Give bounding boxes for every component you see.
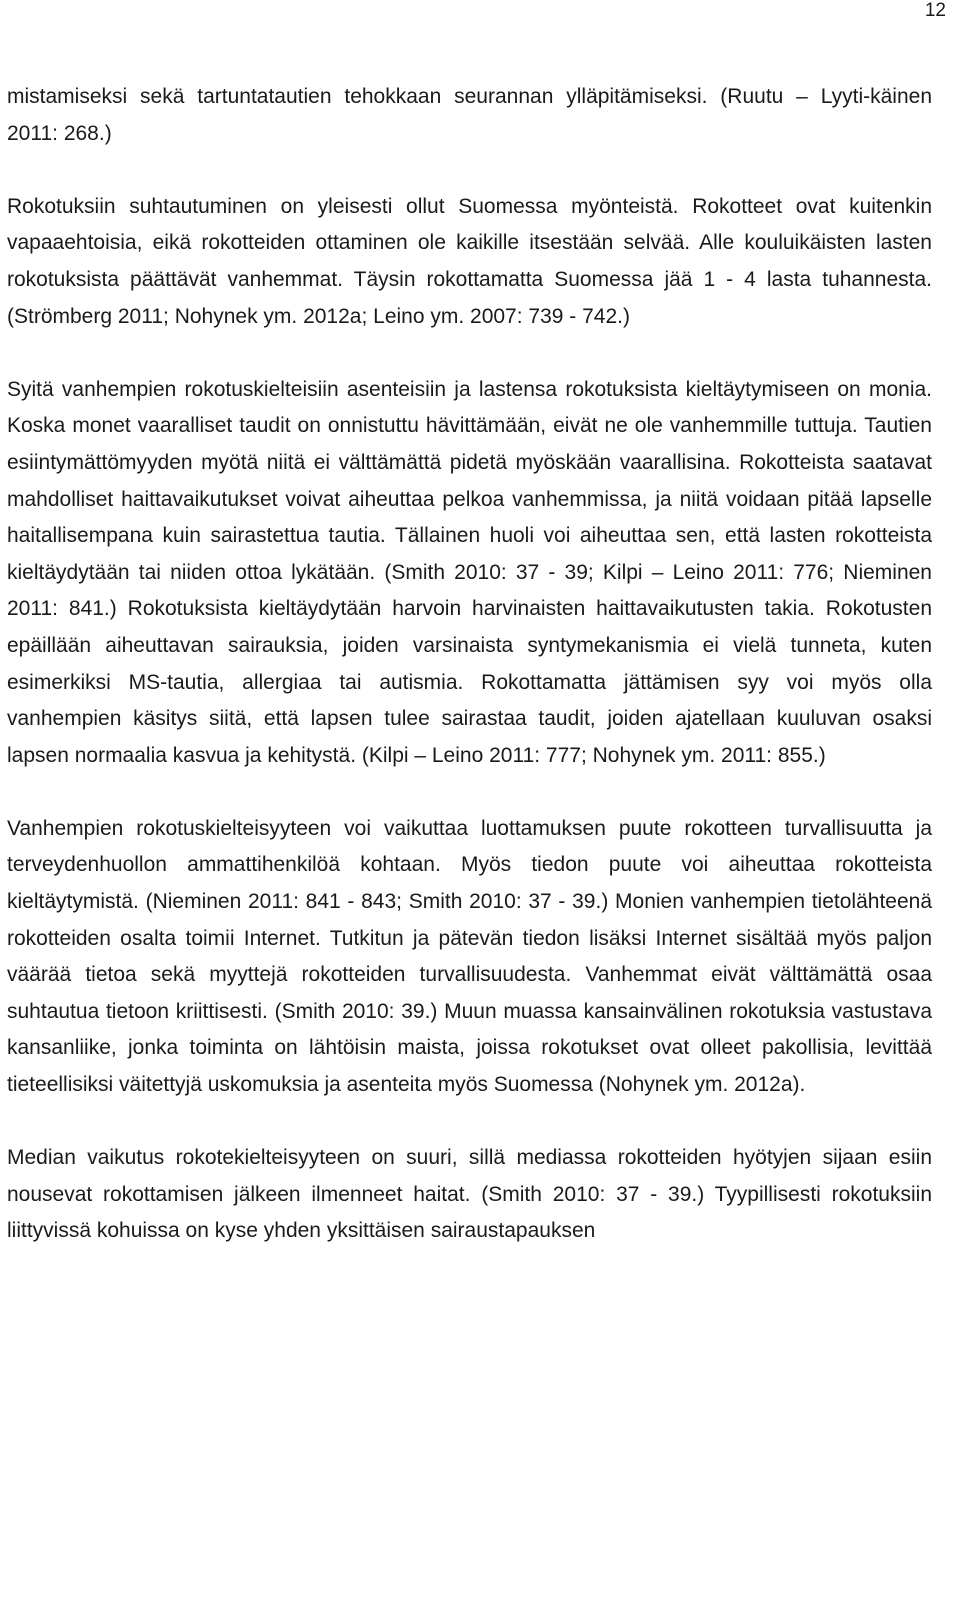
page-number: 12 — [924, 0, 946, 21]
paragraph-spacer — [7, 774, 932, 811]
paragraph-spacer — [7, 1104, 932, 1141]
paragraph-2: Rokotuksiin suhtautuminen on yleisesti ollut Suomessa myönteistä. Rokotteet ovat kuitenkin vapaaehtoisia, eikä rokotteiden ottaminen ole kaikille itsestään selvää. Alle kouluikäisten lasten rokotuksista päättävät vanhemmat. Täysin rokottamatta Suomessa jää 1 - 4 lasta tuhannesta. (Strömberg 2011; Nohynek ym. 2012a; Leino ym. 2007: 739 - 742.) — [7, 194, 932, 328]
paragraph-5: Median vaikutus rokotekielteisyyteen on suuri, sillä mediassa rokotteiden hyötyjen sijaan esiin nousevat rokottamisen jälkeen ilmenneet haitat. (Smith 2010: 37 - 39.) Tyypillisesti rokotuksiin liittyvissä kohuissa on kyse yhden yksittäisen sairaustapauksen — [7, 1146, 932, 1243]
body-text — [7, 79, 932, 1250]
paragraph-spacer — [7, 152, 932, 189]
paragraph-spacer — [7, 335, 932, 372]
paragraph-1: mistamiseksi sekä tartuntatautien tehokkaan seurannan ylläpitämiseksi. (Ruutu – Lyyti-käinen 2011: 268.) — [7, 85, 932, 145]
paragraph-4: Vanhempien rokotuskielteisyyteen voi vaikuttaa luottamuksen puute rokotteen turvallisuutta ja terveydenhuollon ammattihenkilöä kohtaan. Myös tiedon puute voi aiheuttaa rokotteista kieltäytymistä. (Nieminen 2011: 841 - 843; Smith 2010: 37 - 39.) Monien vanhempien tietolähteenä rokotteiden osalta toimii Internet. Tutkitun ja pätevän tiedon lisäksi Internet sisältää myös paljon väärää tietoa sekä myyttejä rokotteiden turvallisuudesta. Vanhemmat eivät välttämättä osaa suhtautua tietoon kriittisesti. (Smith 2010: 39.) Muun muassa kansainvälinen rokotuksia vastustava kansanliike, jonka toiminta on lähtöisin maista, joissa rokotukset ovat olleet pakollisia, levittää tieteellisiksi väitettyjä uskomuksia ja asenteita myös Suomessa (Nohynek ym. 2012a). — [7, 816, 932, 1097]
paragraph-3: Syitä vanhempien rokotuskielteisiin asenteisiin ja lastensa rokotuksista kieltäytymiseen on monia. Koska monet vaaralliset taudit on onnistuttu hävittämään, eivät ne ole vanhemmille tuttuja. Tautien esiintymättömyyden myötä niitä ei välttämättä pidetä myöskään vaarallisina. Rokotteista saatavat mahdolliset haittavaikutukset voivat aiheuttaa pelkoa vanhemmissa, ja niitä voidaan pitää lapselle haitallisempana kuin sairastettua tautia. Tällainen huoli voi aiheuttaa sen, että lasten rokotteista kieltäydytään tai niiden ottoa lykätään. (Smith 2010: 37 - 39; Kilpi – Leino 2011: 776; Nieminen 2011: 841.) Rokotuksista kieltäydytään harvoin harvinaisten haittavaikutusten takia. Rokotusten epäillään aiheuttavan sairauksia, joiden varsinaista syntymekanismia ei vielä tunneta, kuten esimerkiksi MS-tautia, allergiaa tai autismia. Rokottamatta jättämisen syy voi myös olla vanhempien käsitys siitä, että lapsen tulee sairastaa taudit, joiden ajatellaan kuuluvan osaksi lapsen normaalia kasvua ja kehitystä. (Kilpi – Leino 2011: 777; Nohynek ym. 2011: 855.) — [7, 377, 932, 767]
